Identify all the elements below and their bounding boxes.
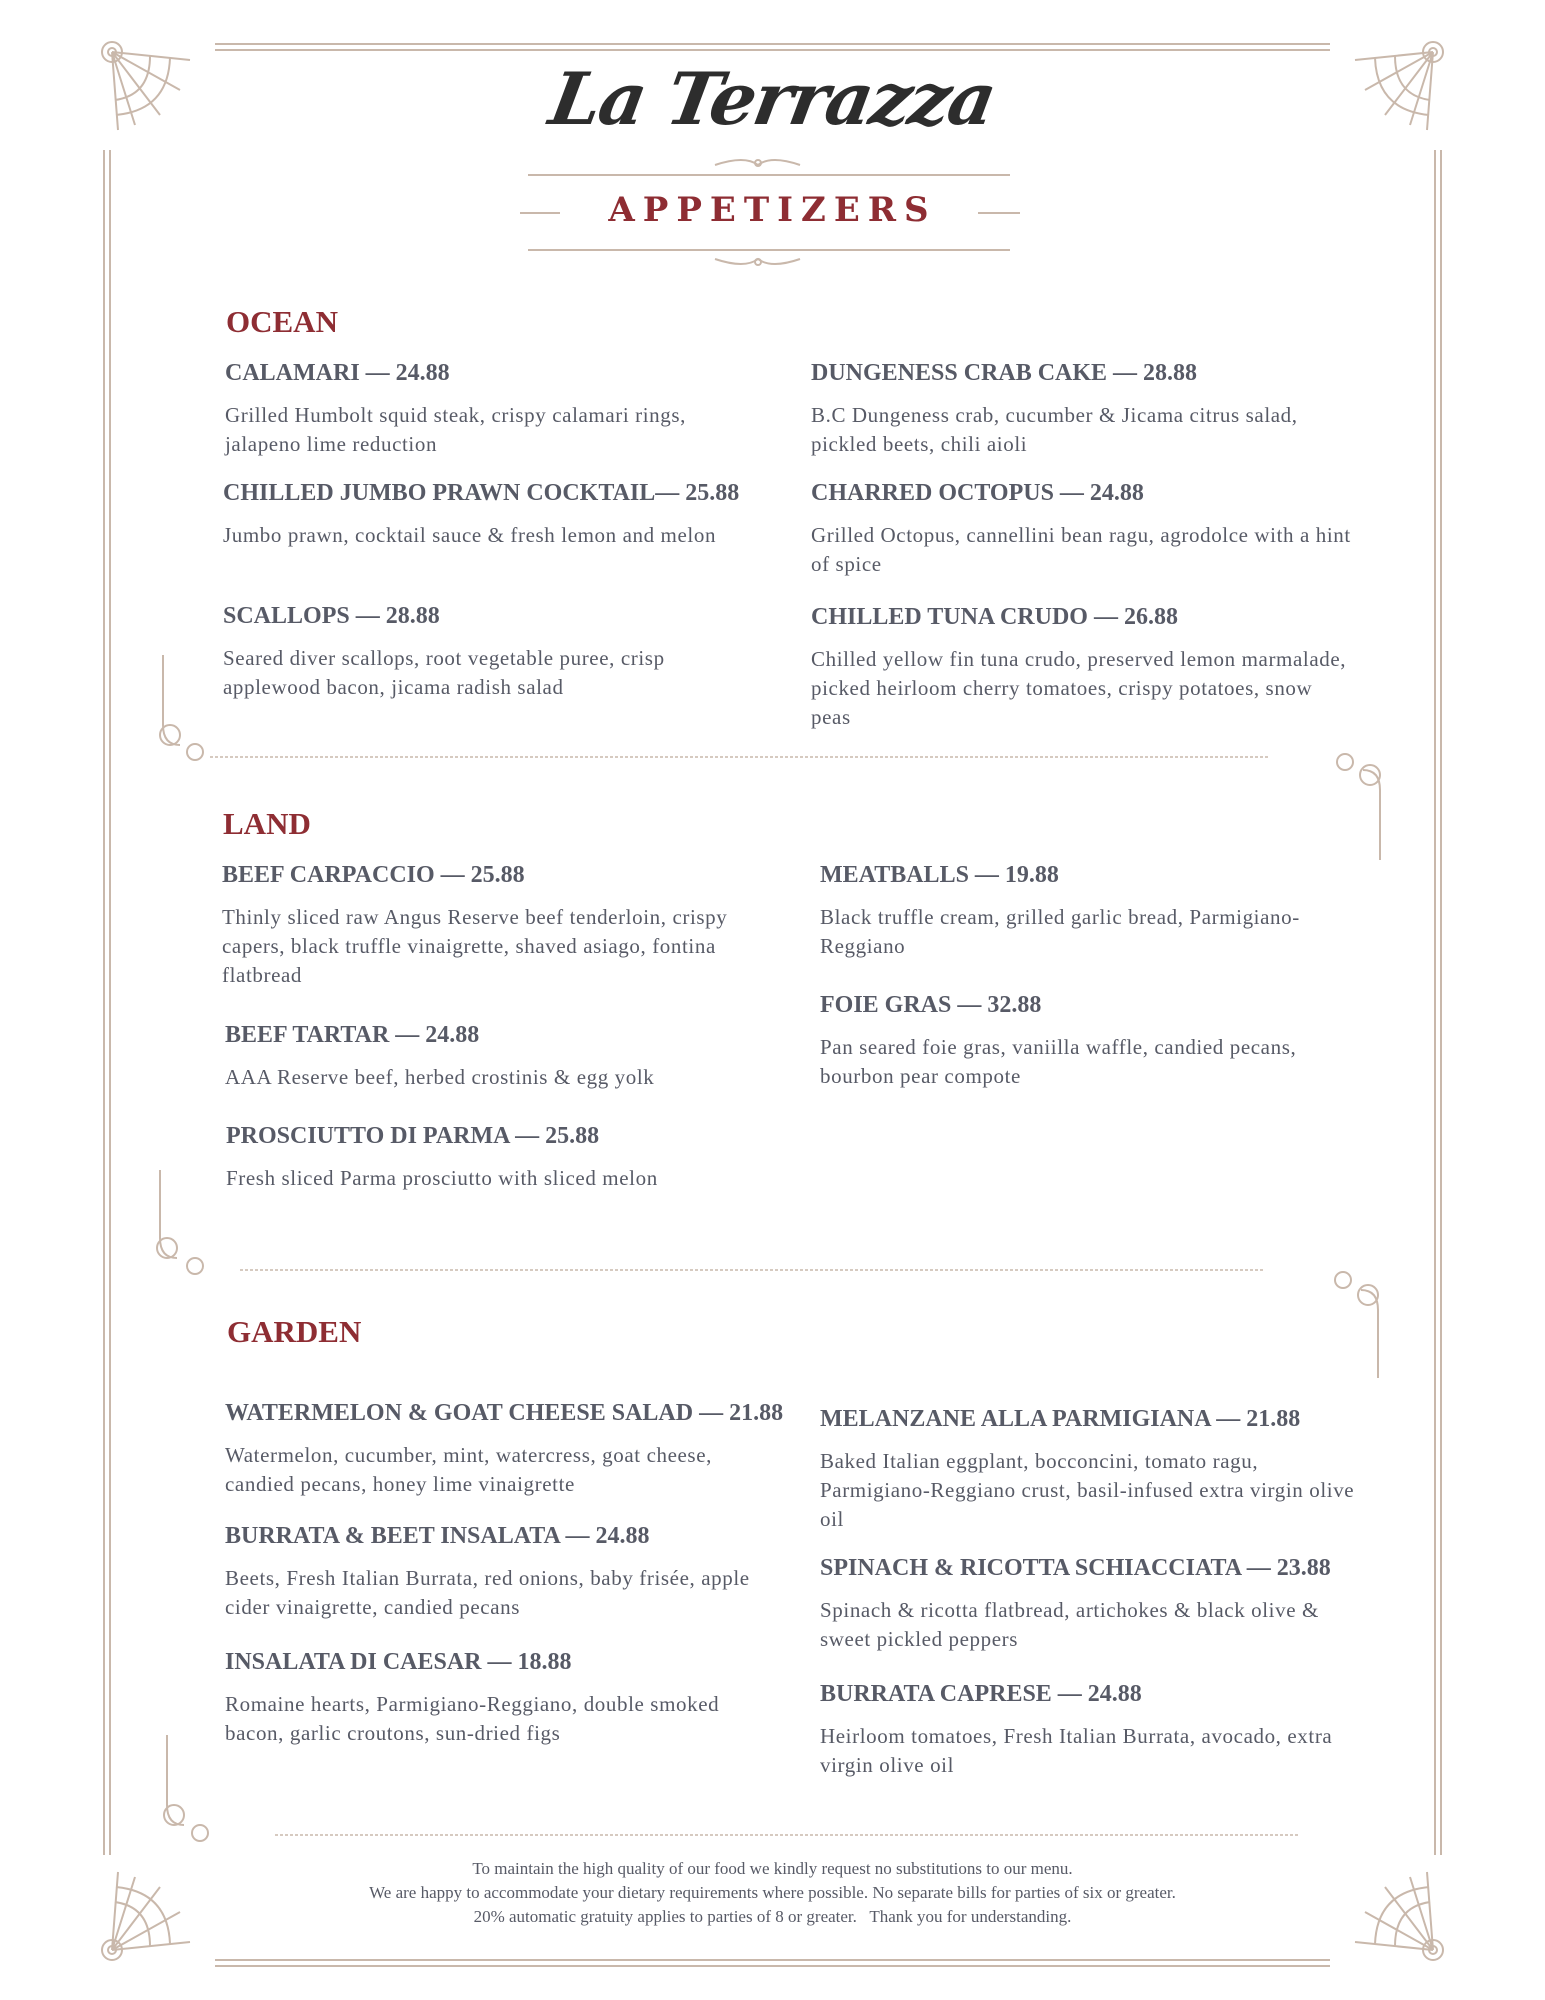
menu-item [226,1123,766,1193]
menu-item [223,603,763,702]
menu-item [225,1649,765,1748]
section-title-ocean: OCEAN [226,304,338,339]
menu-item [222,862,762,990]
item-description: Beets, Fresh Italian Burrata, red onions, baby frisée, apple cider vinaigrette, candied pecans [225,1566,750,1619]
menu-item [820,1555,1360,1654]
menu-item [225,1400,784,1499]
footer-line: We are happy to accommodate your dietary requirements where possible. No separate bills for parties of six or greater. [369,1883,1176,1902]
menu-item [223,480,763,550]
item-name: MEATBALLS — 19.88 [820,862,1059,888]
item-name: CALAMARI — 24.88 [225,360,450,386]
page-title: APPETIZERS [608,190,937,230]
item-name: BURRATA & BEET INSALATA — 24.88 [225,1523,650,1549]
footer-line: 20% automatic gratuity applies to parties of 8 or greater. Thank you for understanding. [473,1907,1072,1926]
menu-item [225,1523,765,1622]
footer-line: To maintain the high quality of our food we kindly request no substitutions to our menu. [472,1859,1073,1878]
item-name: CHILLED JUMBO PRAWN COCKTAIL— 25.88 [223,480,740,506]
item-description: Black truffle cream, grilled garlic bread, Parmigiano-Reggiano [820,905,1300,958]
menu-item [820,992,1360,1091]
item-name: SPINACH & RICOTTA SCHIACCIATA — 23.88 [820,1555,1331,1581]
item-description: Chilled yellow fin tuna crudo, preserved lemon marmalade, picked heirloom cherry tomatoes, crispy potatoes, snow peas [811,647,1347,729]
item-description: Romaine hearts, Parmigiano-Reggiano, double smoked bacon, garlic croutons, sun-dried figs [225,1692,720,1745]
item-name: BURRATA CAPRESE — 24.88 [820,1681,1142,1707]
menu-item [225,1022,765,1092]
item-description: Grilled Octopus, cannellini bean ragu, agrodolce with a hint of spice [811,523,1351,576]
item-name: DUNGENESS CRAB CAKE — 28.88 [811,360,1198,386]
item-description: Baked Italian eggplant, bocconcini, tomato ragu, Parmigiano-Reggiano crust, basil-infused extra virgin olive oil [820,1449,1355,1531]
item-description: Fresh sliced Parma prosciutto with sliced melon [226,1166,658,1190]
item-name: MELANZANE ALLA PARMIGIANA — 21.88 [820,1406,1301,1432]
item-name: FOIE GRAS — 32.88 [820,992,1042,1018]
item-description: Jumbo prawn, cocktail sauce & fresh lemon and melon [223,523,717,547]
item-name: WATERMELON & GOAT CHEESE SALAD — 21.88 [225,1400,784,1426]
item-name: BEEF TARTAR — 24.88 [225,1022,480,1048]
menu-item [820,1681,1360,1780]
item-description: Seared diver scallops, root vegetable puree, crisp applewood bacon, jicama radish salad [223,646,665,699]
menu-item [225,360,765,459]
menu-item [820,862,1360,961]
item-name: INSALATA DI CAESAR — 18.88 [225,1649,572,1675]
item-description: Watermelon, cucumber, mint, watercress, goat cheese, candied pecans, honey lime vinaigrette [225,1443,712,1496]
item-name: CHILLED TUNA CRUDO — 26.88 [811,604,1178,630]
item-description: B.C Dungeness crab, cucumber & Jicama citrus salad, pickled beets, chili aioli [811,403,1298,456]
item-description: Heirloom tomatoes, Fresh Italian Burrata, avocado, extra virgin olive oil [820,1724,1333,1777]
section-title-land: LAND [223,806,311,841]
item-description: AAA Reserve beef, herbed crostinis & egg yolk [225,1065,655,1089]
menu-item [811,360,1351,459]
footer-notice [0,1857,1545,1929]
restaurant-logo: La Terrazza [543,56,1002,141]
item-description: Thinly sliced raw Angus Reserve beef tenderloin, crispy capers, black truffle vinaigrette, shaved asiago, fontina flatbread [222,905,728,987]
section-title-garden: GARDEN [227,1314,362,1349]
item-description: Grilled Humbolt squid steak, crispy calamari rings, jalapeno lime reduction [225,403,687,456]
item-name: SCALLOPS — 28.88 [223,603,440,629]
item-name: CHARRED OCTOPUS — 24.88 [811,480,1144,506]
menu-item [811,604,1351,732]
item-name: BEEF CARPACCIO — 25.88 [222,862,525,888]
menu-item [811,480,1351,579]
item-description: Spinach & ricotta flatbread, artichokes & black olive & sweet pickled peppers [820,1598,1319,1651]
item-name: PROSCIUTTO DI PARMA — 25.88 [226,1123,600,1149]
menu-item [820,1406,1360,1534]
item-description: Pan seared foie gras, vaniilla waffle, candied pecans, bourbon pear compote [820,1035,1297,1088]
